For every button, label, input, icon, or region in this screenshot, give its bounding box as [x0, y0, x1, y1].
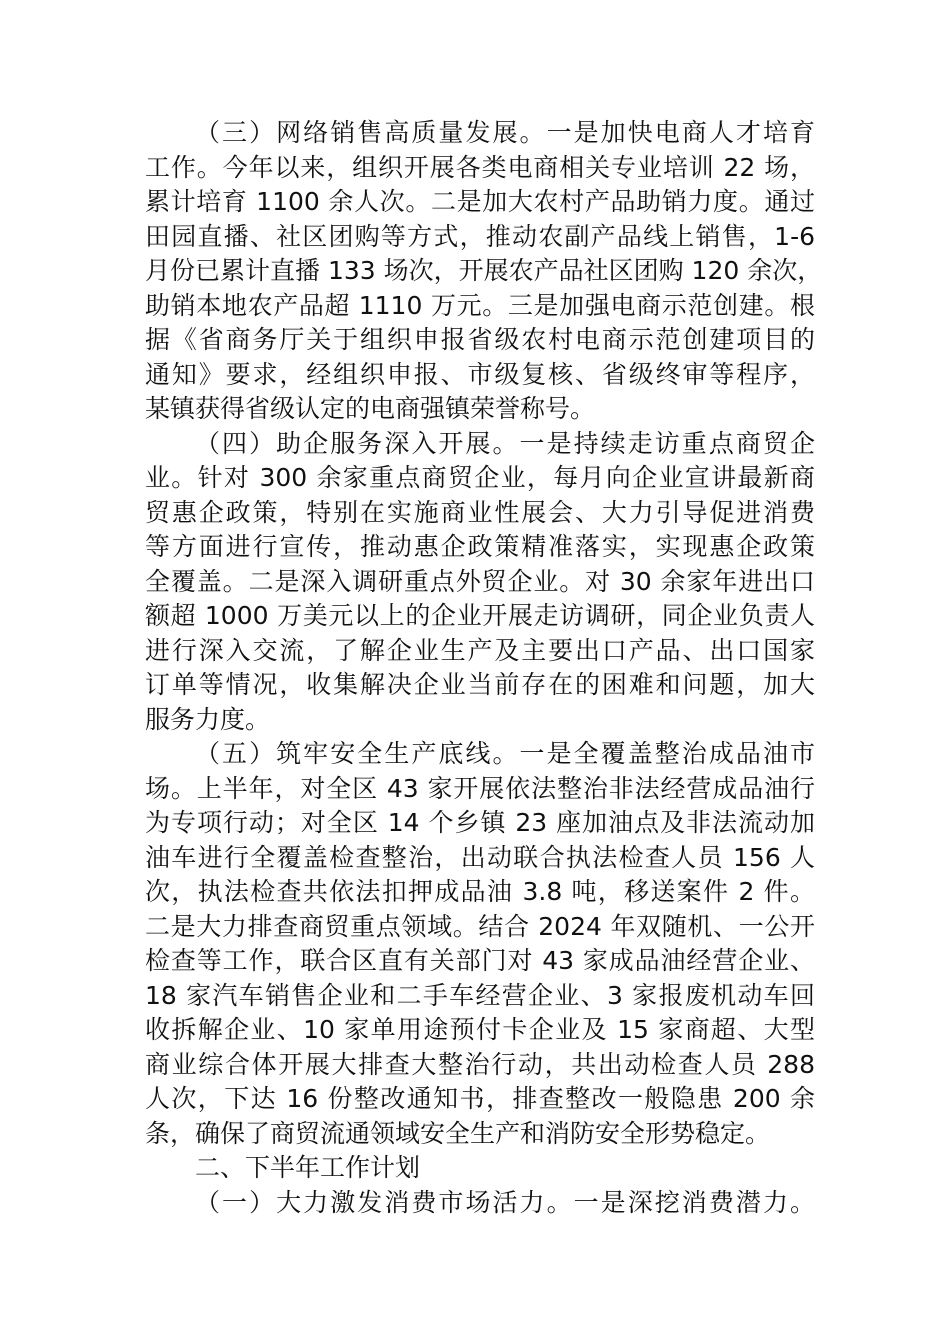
- paragraph-safety-heading-line: （五）筑牢安全生产底线。一是全覆盖整治成品油市: [195, 739, 815, 768]
- text-line: 二是大力排查商贸重点领域。结合 2024 年双随机、一公开: [145, 911, 815, 941]
- text-line: 人次，下达 16 份整改通知书，排查整改一般隐患 200 余: [145, 1084, 815, 1113]
- paragraph-enterprise-service-heading-line: （四）助企服务深入开展。一是持续走访重点商贸企: [195, 428, 815, 458]
- text-line: 进行深入交流，了解企业生产及主要出口产品、出口国家: [145, 635, 815, 665]
- text-line: 订单等情况，收集解决企业当前存在的困难和问题，加大: [145, 670, 815, 699]
- text-line: 次，执法检查共依法扣押成品油 3.8 吨，移送案件 2 件。: [145, 877, 815, 906]
- text-line: 贸惠企政策，特别在实施商业性展会、大力引导促进消费: [145, 497, 815, 527]
- text-line: 收拆解企业、10 家单用途预付卡企业及 15 家商超、大型: [145, 1015, 815, 1044]
- text-line: 等方面进行宣传，推动惠企政策精准落实，实现惠企政策: [145, 532, 815, 561]
- text-line: 工作。今年以来，组织开展各类电商相关专业培训 22 场，: [145, 152, 815, 182]
- text-line: 油车进行全覆盖检查整治，出动联合执法检查人员 156 人: [145, 842, 815, 872]
- section-heading-second-half-plan: 二、下半年工作计划: [195, 1153, 421, 1182]
- text-line: 检查等工作，联合区直有关部门对 43 家成品油经营企业、: [145, 946, 815, 975]
- text-line: 18 家汽车销售企业和二手车经营企业、3 家报废机动车回: [145, 980, 815, 1010]
- text-line: 全覆盖。二是深入调研重点外贸企业。对 30 余家年进出口: [145, 566, 815, 596]
- text-line: 助销本地农产品超 1110 万元。三是加强电商示范创建。根: [145, 290, 815, 320]
- text-line: 业。针对 300 余家重点商贸企业，每月向企业宣讲最新商: [145, 463, 815, 492]
- text-line: 商业综合体开展大排查大整治行动，共出动检查人员 288: [145, 1049, 815, 1079]
- document-body: [145, 116, 823, 1220]
- text-line: 条，确保了商贸流通领域安全生产和消防安全形势稳定。: [145, 1118, 771, 1148]
- paragraph-online-sales-heading-line: （三）网络销售高质量发展。一是加快电商人才培育: [195, 118, 815, 147]
- text-line: 月份已累计直播 133 场次，开展农产品社区团购 120 余次，: [145, 256, 823, 285]
- text-line: 场。上半年，对全区 43 家开展依法整治非法经营成品油行: [145, 773, 815, 803]
- text-line: 据《省商务厅关于组织申报省级农村电商示范创建项目的: [145, 325, 815, 354]
- text-line: 通知》要求，经组织申报、市级复核、省级终审等程序，: [145, 359, 815, 389]
- text-line: 某镇获得省级认定的电商强镇荣誉称号。: [145, 394, 596, 423]
- paragraph-consumption-heading-line: （一）大力激发消费市场活力。一是深挖消费潜力。: [195, 1187, 815, 1217]
- text-line: 累计培育 1100 余人次。二是加大农村产品助销力度。通过: [145, 187, 815, 216]
- text-line: 服务力度。: [145, 704, 271, 734]
- text-line: 田园直播、社区团购等方式，推动农副产品线上销售，1-6: [145, 221, 815, 251]
- text-line: 为专项行动；对全区 14 个乡镇 23 座加油点及非法流动加: [145, 808, 815, 837]
- text-line: 额超 1000 万美元以上的企业开展走访调研，同企业负责人: [145, 601, 815, 630]
